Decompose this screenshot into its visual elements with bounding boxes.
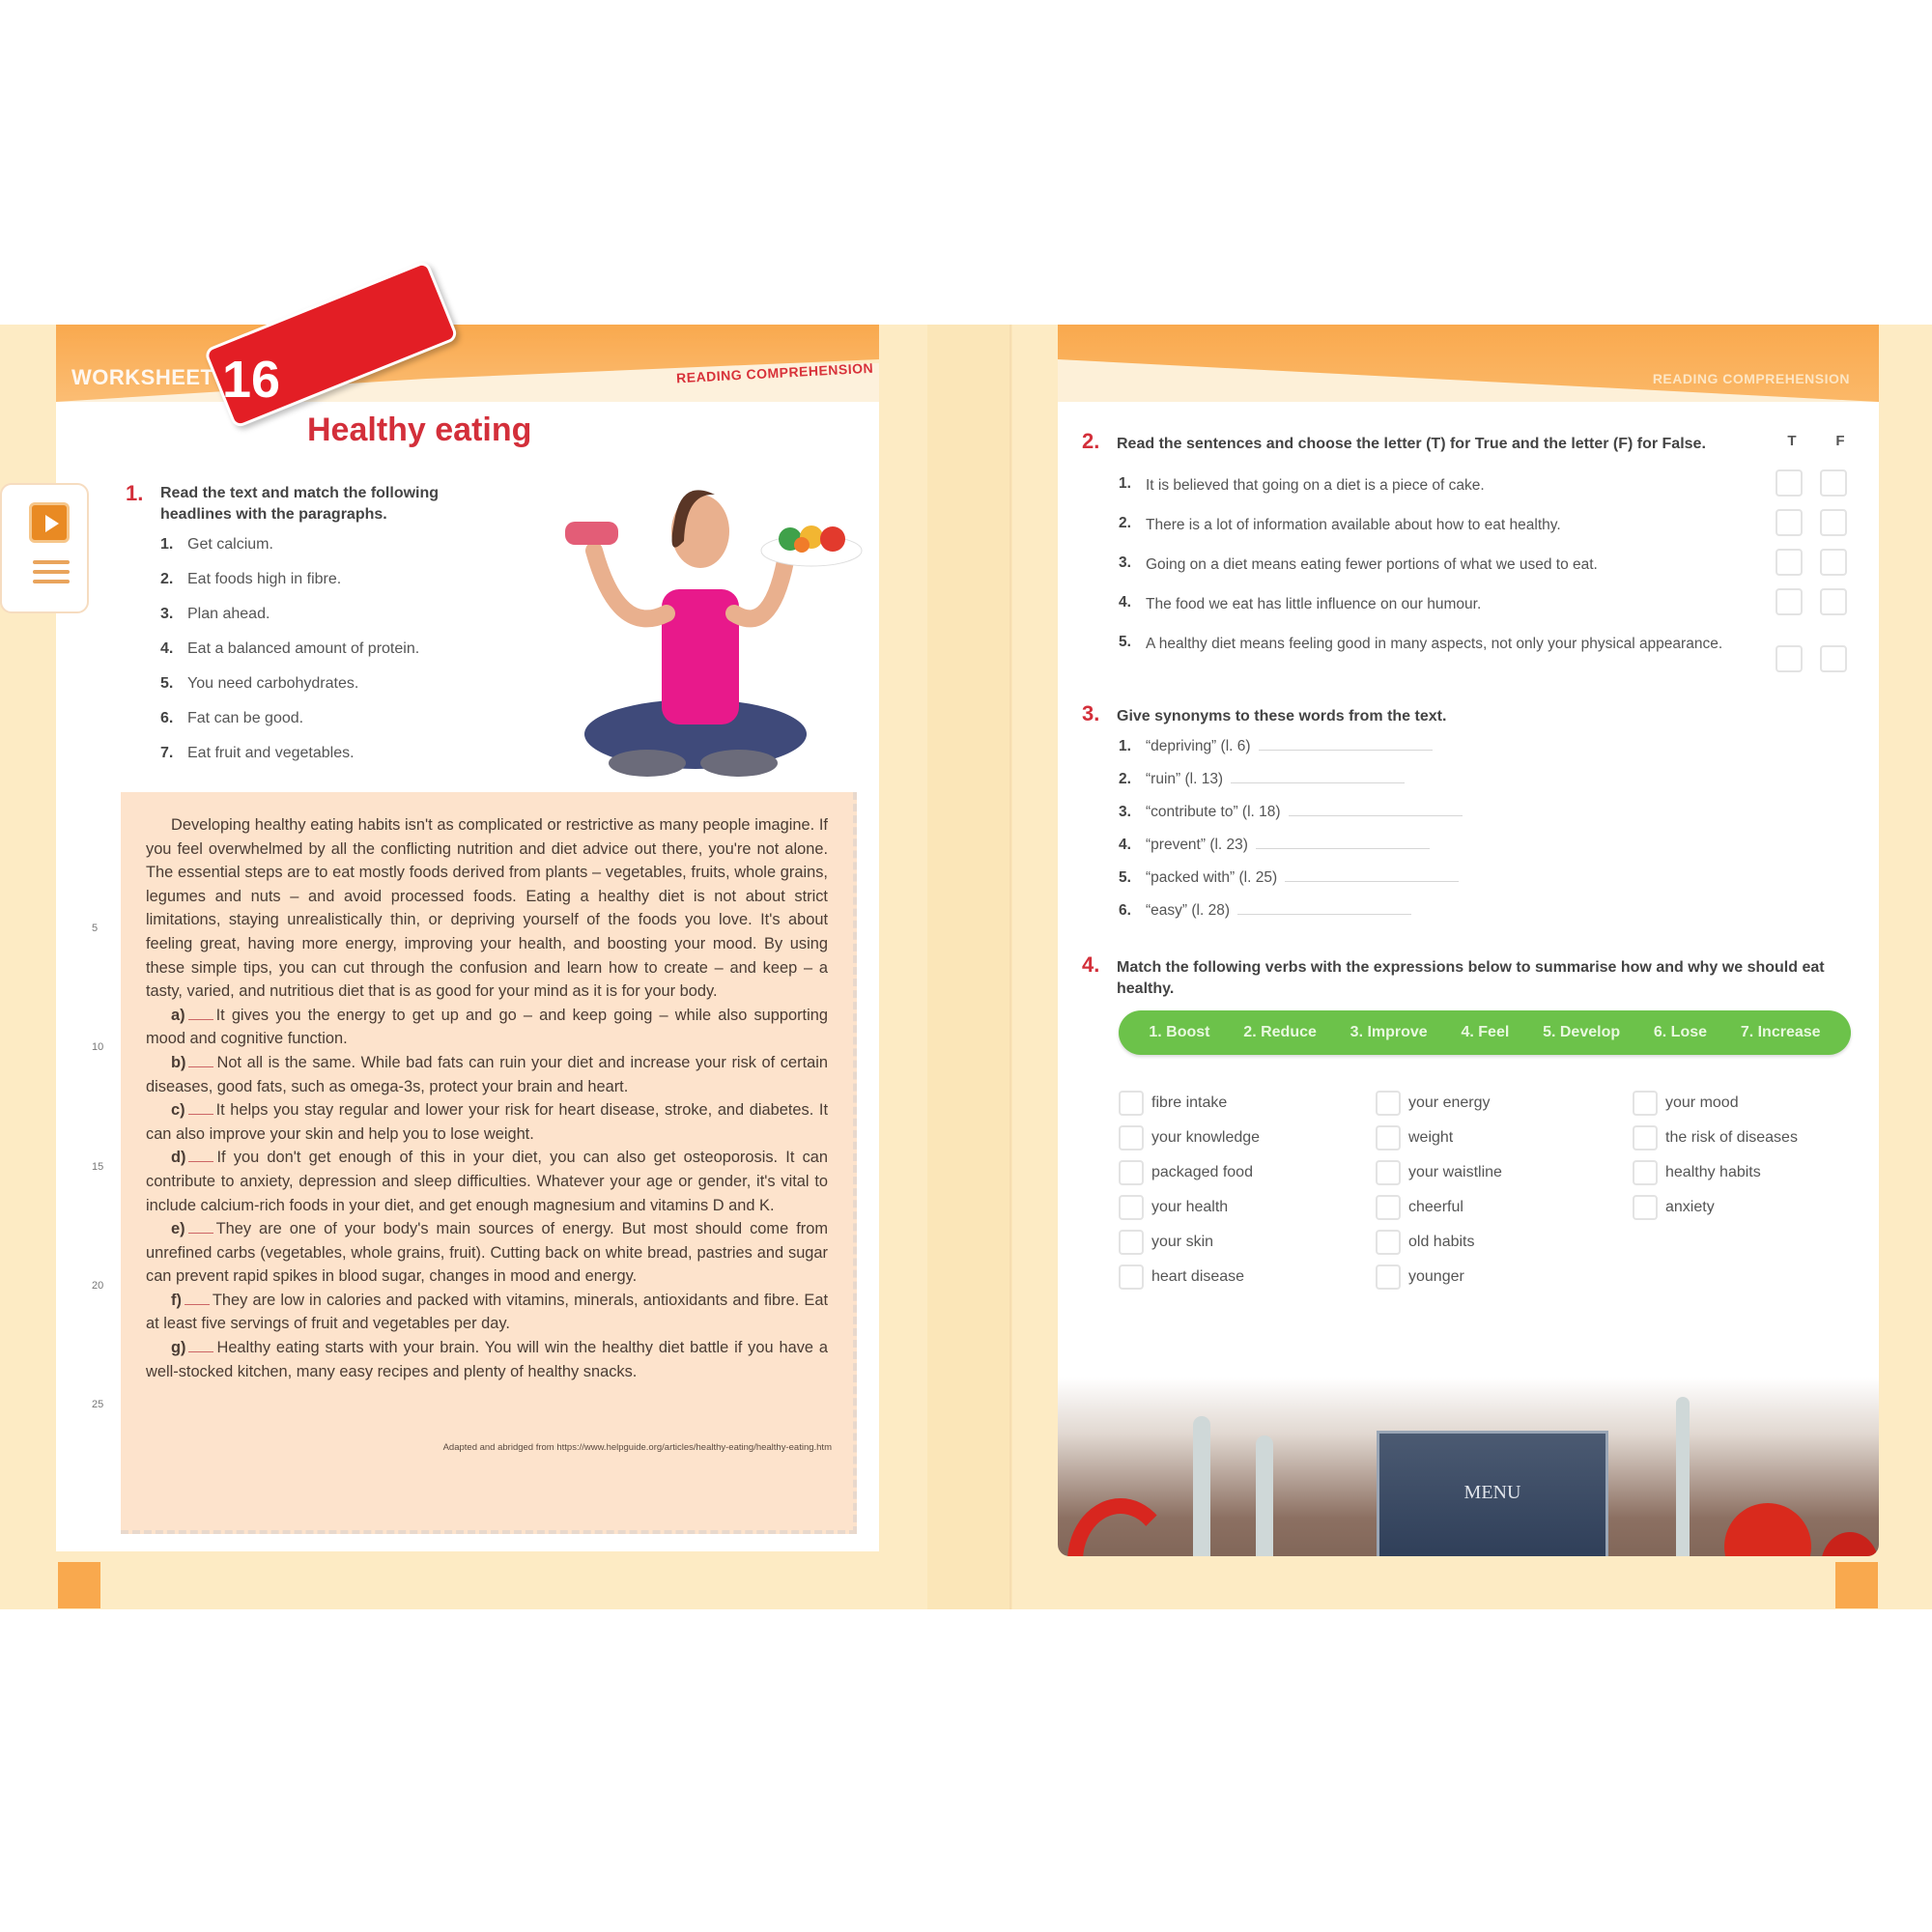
list-item: 6. Fat can be good. xyxy=(160,710,304,726)
expression-item: your health xyxy=(1119,1190,1370,1225)
expression-column-1 xyxy=(1119,1086,1370,1294)
statement-row: 3. Going on a diet means eating fewer portions of what we used to eat. xyxy=(1119,554,1891,594)
side-tab-label xyxy=(33,560,70,589)
answer-line[interactable] xyxy=(1256,848,1430,849)
true-checkbox[interactable] xyxy=(1776,588,1803,615)
answer-box[interactable] xyxy=(1376,1264,1401,1290)
tomato xyxy=(1724,1503,1811,1556)
exercise-2: 2. Read the sentences and choose the letter (T) for True and the letter (F) for False. xyxy=(1082,429,1706,453)
answer-box[interactable] xyxy=(1119,1195,1144,1220)
answer-box[interactable] xyxy=(1119,1091,1144,1116)
verb-chip: 2. Reduce xyxy=(1243,1024,1317,1040)
verb-chip: 1. Boost xyxy=(1149,1024,1210,1040)
false-checkbox[interactable] xyxy=(1820,509,1847,536)
expression-column-3 xyxy=(1633,1086,1884,1225)
answer-box[interactable] xyxy=(1119,1125,1144,1151)
statement-row: 1. It is believed that going on a diet is a piece of cake. xyxy=(1119,475,1891,515)
expression-item: your waistline xyxy=(1376,1155,1627,1190)
answer-blank[interactable] xyxy=(188,1066,213,1067)
expression-item: your skin xyxy=(1119,1225,1370,1260)
statement-row: 4. The food we eat has little influence on our humour. xyxy=(1119,594,1891,634)
expression-item: cheerful xyxy=(1376,1190,1627,1225)
passage-paragraph-c: c) It helps you stay regular and lower your risk for heart disease, stroke, and diabetes. It can also improve your skin and help you to lose weight. xyxy=(146,1101,828,1143)
verb-chip: 7. Increase xyxy=(1740,1024,1821,1040)
expression-item: the risk of diseases xyxy=(1633,1121,1884,1155)
passage-paragraph-e: e) They are one of your body's main sources of energy. But most should come from unrefined carbs (vegetables, whole grains, fruit). Cutting back on white bread, pastries and sugar can prevent rapid spikes in blood sugar, changes in mood and energy. xyxy=(146,1220,828,1286)
page-number-left xyxy=(58,1562,100,1608)
page-title: Healthy eating xyxy=(307,412,532,448)
false-checkbox[interactable] xyxy=(1820,645,1847,672)
list-item: 4. Eat a balanced amount of protein. xyxy=(160,640,420,657)
play-icon[interactable] xyxy=(29,502,70,543)
fork-icon xyxy=(1193,1416,1210,1556)
menu-board: MENU xyxy=(1377,1431,1608,1556)
answer-box[interactable] xyxy=(1119,1160,1144,1185)
gutter-line xyxy=(1009,325,1011,1609)
passage-paragraph-g: g) Healthy eating starts with your brain. You will win the healthy diet battle if you have a well-stocked kitchen, many easy recipes and plenty of healthy snacks. xyxy=(146,1339,828,1380)
true-false-list xyxy=(1119,475,1891,692)
answer-blank[interactable] xyxy=(188,1351,213,1352)
section-tag: READING COMPREHENSION xyxy=(1652,371,1850,386)
exercise-instruction: Read the sentences and choose the letter (T) for True and the letter (F) for False. xyxy=(1117,436,1706,452)
synonym-row: 6. “easy” (l. 28) xyxy=(1119,902,1698,935)
verb-chip: 6. Lose xyxy=(1653,1024,1708,1040)
woman-fitness-photo xyxy=(522,444,869,792)
list-item: 5. You need carbohydrates. xyxy=(160,675,359,692)
synonym-row: 2. “ruin” (l. 13) xyxy=(1119,771,1698,804)
statement-row: 5. A healthy diet means feeling good in many aspects, not only your physical appearance. xyxy=(1119,634,1891,692)
answer-line[interactable] xyxy=(1285,881,1459,882)
verb-chip: 5. Develop xyxy=(1543,1024,1621,1040)
true-checkbox[interactable] xyxy=(1776,645,1803,672)
expression-item: your knowledge xyxy=(1119,1121,1370,1155)
answer-box[interactable] xyxy=(1376,1230,1401,1255)
passage-paragraph-f: f) They are low in calories and packed with vitamins, minerals, antioxidants and fibre. Eat at least five servings of fruit and vegetables per day. xyxy=(146,1291,828,1333)
true-checkbox[interactable] xyxy=(1776,509,1803,536)
chili-pepper xyxy=(1067,1498,1174,1556)
verb-chip: 3. Improve xyxy=(1350,1024,1428,1040)
answer-line[interactable] xyxy=(1289,815,1463,816)
synonym-row: 1. “depriving” (l. 6) xyxy=(1119,738,1698,771)
expression-item: healthy habits xyxy=(1633,1155,1884,1190)
answer-box[interactable] xyxy=(1633,1091,1658,1116)
expression-item: your energy xyxy=(1376,1086,1627,1121)
answer-blank[interactable] xyxy=(188,1114,213,1115)
list-item: 7. Eat fruit and vegetables. xyxy=(160,745,355,761)
expression-item: your mood xyxy=(1633,1086,1884,1121)
statement-row: 2. There is a lot of information available about how to eat healthy. xyxy=(1119,515,1891,554)
reading-passage xyxy=(121,792,857,1534)
answer-blank[interactable] xyxy=(188,1019,213,1020)
list-item: 2. Eat foods high in fibre. xyxy=(160,571,342,587)
synonym-row: 4. “prevent” (l. 23) xyxy=(1119,837,1698,869)
expression-item: anxiety xyxy=(1633,1190,1884,1225)
true-false-header: T F xyxy=(1787,433,1845,449)
synonym-row: 3. “contribute to” (l. 18) xyxy=(1119,804,1698,837)
synonym-row: 5. “packed with” (l. 25) xyxy=(1119,869,1698,902)
answer-line[interactable] xyxy=(1237,914,1411,915)
answer-box[interactable] xyxy=(1376,1160,1401,1185)
answer-box[interactable] xyxy=(1376,1125,1401,1151)
side-media-tab[interactable] xyxy=(0,483,89,613)
verb-chip: 4. Feel xyxy=(1461,1024,1510,1040)
expression-item: fibre intake xyxy=(1119,1086,1370,1121)
verb-bank xyxy=(1119,1010,1851,1055)
book-gutter xyxy=(927,325,1012,1609)
false-checkbox[interactable] xyxy=(1820,469,1847,497)
page-number-right xyxy=(1835,1562,1878,1608)
answer-box[interactable] xyxy=(1376,1195,1401,1220)
answer-blank[interactable] xyxy=(185,1304,210,1305)
expression-item: heart disease xyxy=(1119,1260,1370,1294)
worksheet-number: 16 xyxy=(222,351,281,409)
worksheet-label: WORKSHEET xyxy=(71,365,214,389)
section-tag: READING COMPREHENSION xyxy=(675,359,874,386)
tomato xyxy=(1821,1532,1879,1556)
exercise-instruction: Match the following verbs with the expressions below to summarise how and why we should eat healthy. xyxy=(1117,959,1825,997)
exercise-instruction: Read the text and match the following headlines with the paragraphs. xyxy=(160,485,440,523)
answer-blank[interactable] xyxy=(188,1233,213,1234)
exercise-3: 3. Give synonyms to these words from the text. xyxy=(1082,701,1447,725)
expression-item: packaged food xyxy=(1119,1155,1370,1190)
passage-paragraph-a: a) It gives you the energy to get up and go – and keep going – while also supporting mood and cognitive function. xyxy=(146,1006,828,1048)
expression-column-2 xyxy=(1376,1086,1627,1294)
exercise-4: 4. Match the following verbs with the expressions below to summarise how and why we should eat healthy. xyxy=(1082,952,1855,1000)
synonym-list xyxy=(1119,738,1698,935)
true-checkbox[interactable] xyxy=(1776,469,1803,497)
list-item: 3. Plan ahead. xyxy=(160,606,270,622)
knife-icon xyxy=(1676,1397,1690,1556)
source-citation: Adapted and abridged from https://www.helpguide.org/articles/healthy-eating/healthy-eating.htm xyxy=(442,1442,832,1453)
answer-line[interactable] xyxy=(1259,750,1433,751)
headline-list xyxy=(160,536,479,780)
expression-item: old habits xyxy=(1376,1225,1627,1260)
passage-paragraph-b: b) Not all is the same. While bad fats can ruin your diet and increase your risk of certain diseases, good fats, such as omega-3s, protect your brain and heart. xyxy=(146,1053,828,1095)
passage-paragraph-d: d) If you don't get enough of this in your diet, you can also get osteoporosis. It can contribute to anxiety, depression and sleep difficulties. Whatever your age or gender, it's vital to include calcium-rich foods in your diet, and get enough magnesium and vitamins D and K. xyxy=(146,1149,828,1214)
false-checkbox[interactable] xyxy=(1820,549,1847,576)
passage-intro: Developing healthy eating habits isn't as complicated or restrictive as many people imagine. If you feel overwhelmed by all the conflicting nutrition and diet advice out there, you're not alone. The essential steps are to eat mostly foods derived from plants – vegetables, fruits, whole grains, legumes and nuts – and avoid processed foods. Eating a healthy diet is not about strict limitations, staying unrealistically thin, or depriving yourself of the foods you love. It's about feeling great, having more energy, improving your health, and boosting your mood. By using these simple tips, you can cut through the confusion and learn how to create – and keep – a tasty, varied, and nutritious diet that is as good for your mind as it is for your body. xyxy=(146,816,828,1001)
exercise-instruction: Give synonyms to these words from the text. xyxy=(1117,708,1447,724)
expression-item: weight xyxy=(1376,1121,1627,1155)
false-checkbox[interactable] xyxy=(1820,588,1847,615)
list-item: 1. Get calcium. xyxy=(160,536,273,553)
answer-box[interactable] xyxy=(1376,1091,1401,1116)
exercise-number: 1. xyxy=(126,481,144,505)
answer-line[interactable] xyxy=(1231,782,1405,783)
answer-box[interactable] xyxy=(1633,1125,1658,1151)
answer-box[interactable] xyxy=(1633,1160,1658,1185)
answer-box[interactable] xyxy=(1633,1195,1658,1220)
fork-icon xyxy=(1256,1435,1273,1556)
expression-item: younger xyxy=(1376,1260,1627,1294)
true-checkbox[interactable] xyxy=(1776,549,1803,576)
menu-table-photo xyxy=(1058,1378,1879,1556)
answer-blank[interactable] xyxy=(188,1161,213,1162)
answer-box[interactable] xyxy=(1119,1230,1144,1255)
answer-box[interactable] xyxy=(1119,1264,1144,1290)
